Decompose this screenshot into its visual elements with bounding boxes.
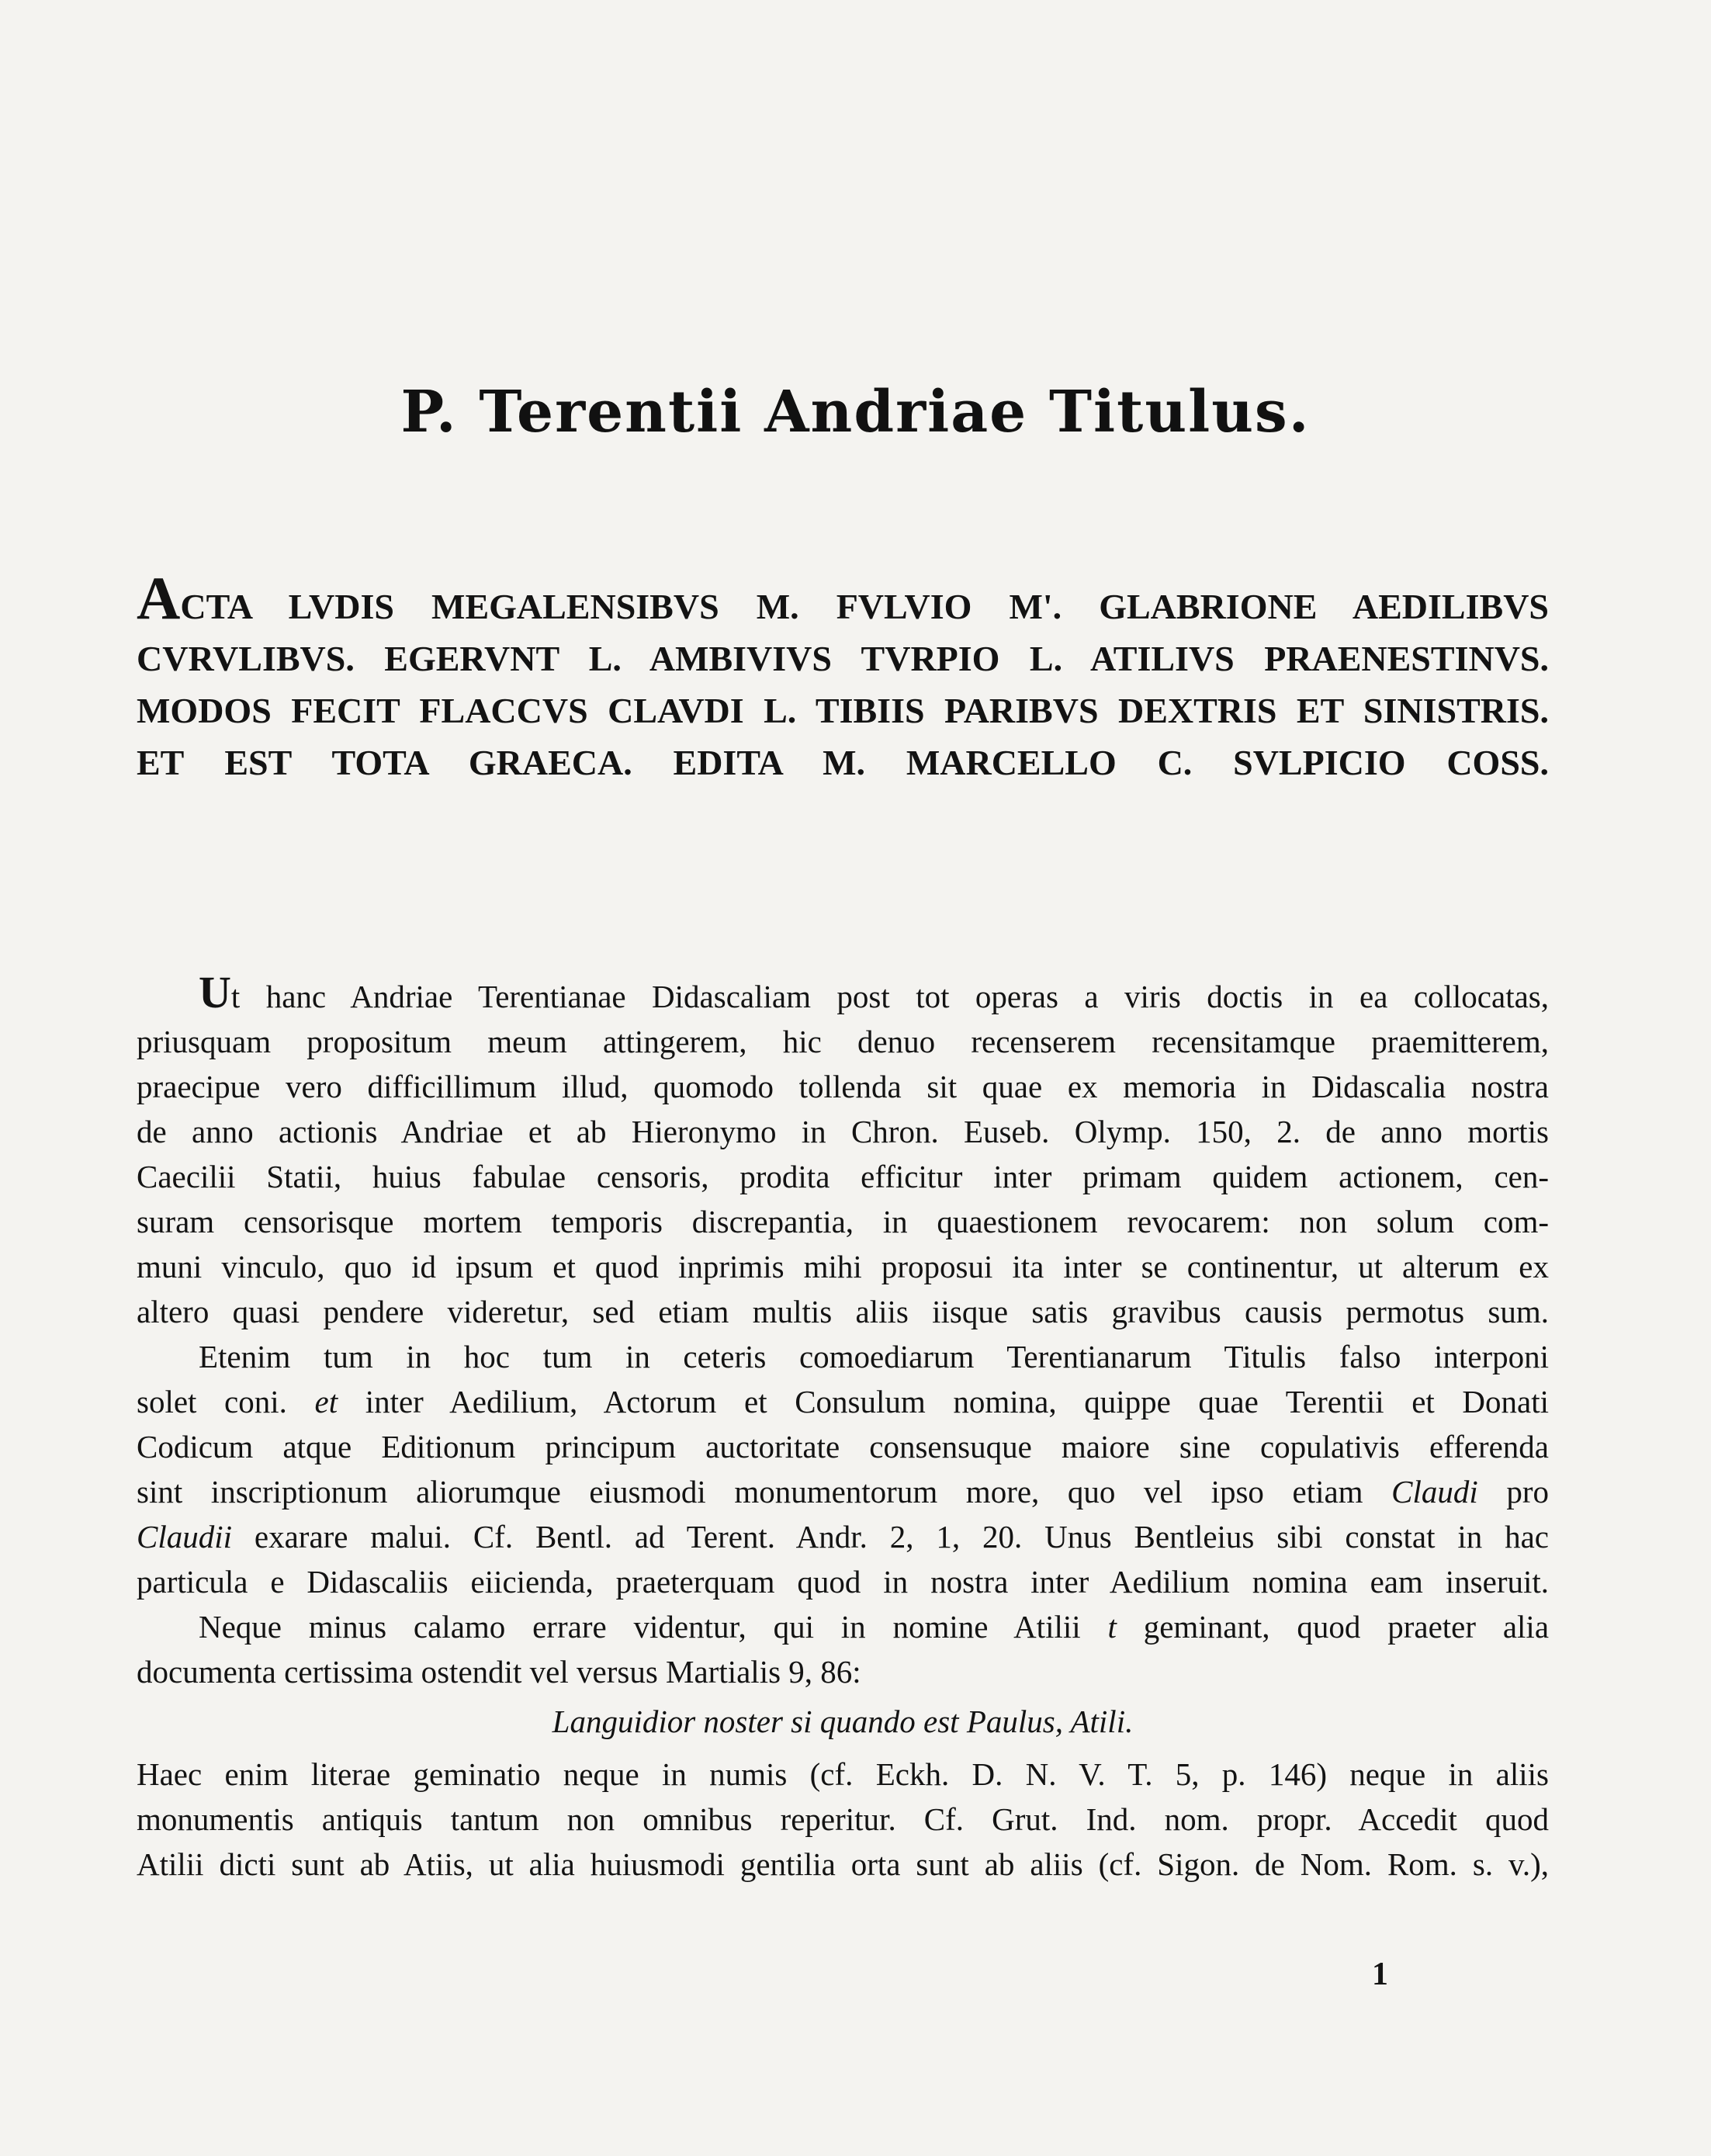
paragraph-2-line-2-italic: et: [314, 1384, 338, 1419]
paragraph-2-line-4-italic: Claudi: [1391, 1474, 1478, 1510]
paragraph-1-line-4: de anno actionis Andriae et ab Hieronymo in Chron. Euseb. Olymp. 150, 2. de anno mortis: [137, 1114, 1549, 1149]
paragraph-2-line-6: particula e Didascaliis eiicienda, praeterquam quod in nostra inter Aedilium nomina eam inseruit.: [137, 1564, 1549, 1600]
body-text: [137, 967, 1550, 1887]
paragraph-2-line-1: Etenim tum in hoc tum in ceteris comoediarum Terentianarum Titulis falso interponi: [199, 1339, 1549, 1374]
paragraph-1-line-1-text: t hanc Andriae Terentianae Didascaliam post tot operas a viris doctis in ea collocatas,: [230, 979, 1549, 1014]
paragraph-3-line-1-part-a: Neque minus calamo errare videntur, qui in nomine Atilii: [199, 1609, 1081, 1645]
martial-verse-quote: Languidior noster si quando est Paulus, Atili.: [552, 1704, 1134, 1739]
paragraph-1-line-6: suram censorisque mortem temporis discrepantia, in quaestionem revocarem: non solum com-: [137, 1204, 1549, 1239]
paragraph-1-line-8: altero quasi pendere videretur, sed etiam multis aliis iisque satis gravibus causis permotus sum.: [137, 1294, 1549, 1329]
paragraph-initial: U: [199, 967, 231, 1017]
paragraph-2-line-2-part-a: solet coni.: [137, 1384, 287, 1419]
paragraph-2-line-3: Codicum atque Editionum principum auctoritate consensuque maiore sine copulativis efferenda: [137, 1429, 1549, 1464]
paragraph-2-line-4-part-a: sint inscriptionum aliorumque eiusmodi monumentorum more, quo vel ipso etiam: [137, 1474, 1363, 1510]
paragraph-3-line-1-italic: t: [1107, 1609, 1117, 1645]
paragraph-4-line-3: Atilii dicti sunt ab Atiis, ut alia huiusmodi gentilia orta sunt ab aliis (cf. Sigon. de Nom. Rom. s. v.),: [137, 1846, 1549, 1882]
page-title: P. Terentii Andriae Titulus.: [400, 379, 1311, 445]
didascalia-line-1: [137, 564, 1549, 633]
paragraph-3-line-2: documenta certissima ostendit vel versus Martialis 9, 86:: [137, 1654, 861, 1690]
paragraph-2-line-5-italic: Claudii: [137, 1519, 233, 1555]
paragraph-1-line-5: Caecilii Statii, huius fabulae censoris, prodita efficitur inter primam quidem actionem, cen-: [137, 1159, 1549, 1194]
didascalia-initial: A: [137, 564, 181, 632]
paragraph-1-line-1: [137, 967, 1549, 1019]
didascalia-line-1-text: CTA LVDIS MEGALENSIBVS M. FVLVIO M'. GLABRIONE AEDILIBVS: [180, 587, 1549, 626]
didascalia-line-2: CVRVLIBVS. EGERVNT L. AMBIVIVS TVRPIO L. ATILIVS PRAENESTINVS.: [137, 639, 1549, 678]
paragraph-4-line-2: monumentis antiquis tantum non omnibus reperitur. Cf. Grut. Ind. nom. propr. Accedit quod: [137, 1801, 1549, 1837]
didascalia-line-4: ET EST TOTA GRAECA. EDITA M. MARCELLO C. SVLPICIO COSS.: [137, 743, 1549, 782]
didascalia-block: [137, 564, 1549, 789]
paragraph-4-line-1: Haec enim literae geminatio neque in numis (cf. Eckh. D. N. V. T. 5, p. 146) neque in aliis: [137, 1756, 1549, 1792]
paragraph-3-line-1: [137, 1604, 1549, 1649]
paragraph-1-line-3: praecipue vero difficillimum illud, quomodo tollenda sit quae ex memoria in Didascalia nostra: [137, 1069, 1549, 1104]
paragraph-2-line-4-part-b: pro: [1506, 1474, 1550, 1510]
paragraph-2-line-2: [137, 1379, 1549, 1424]
paragraph-3-line-1-part-b: geminant, quod praeter alia: [1143, 1609, 1550, 1645]
paragraph-2-line-5: [137, 1514, 1549, 1559]
paragraph-1-line-2: priusquam propositum meum attingerem, hic denuo recenserem recensitamque praemitterem,: [137, 1024, 1549, 1059]
paragraph-2-line-5-part-b: exarare malui. Cf. Bentl. ad Terent. Andr. 2, 1, 20. Unus Bentleius sibi constat in hac: [254, 1519, 1549, 1555]
page-number: 1: [1372, 1957, 1388, 1992]
paragraph-1-line-7: muni vinculo, quo id ipsum et quod inprimis mihi proposui ita inter se continentur, ut alterum ex: [137, 1249, 1549, 1284]
didascalia-line-3: MODOS FECIT FLACCVS CLAVDI L. TIBIIS PARIBVS DEXTRIS ET SINISTRIS.: [137, 691, 1549, 730]
paragraph-2-line-4: [137, 1469, 1549, 1514]
paragraph-2-line-2-part-b: inter Aedilium, Actorum et Consulum nomina, quippe quae Terentii et Donati: [365, 1384, 1549, 1419]
